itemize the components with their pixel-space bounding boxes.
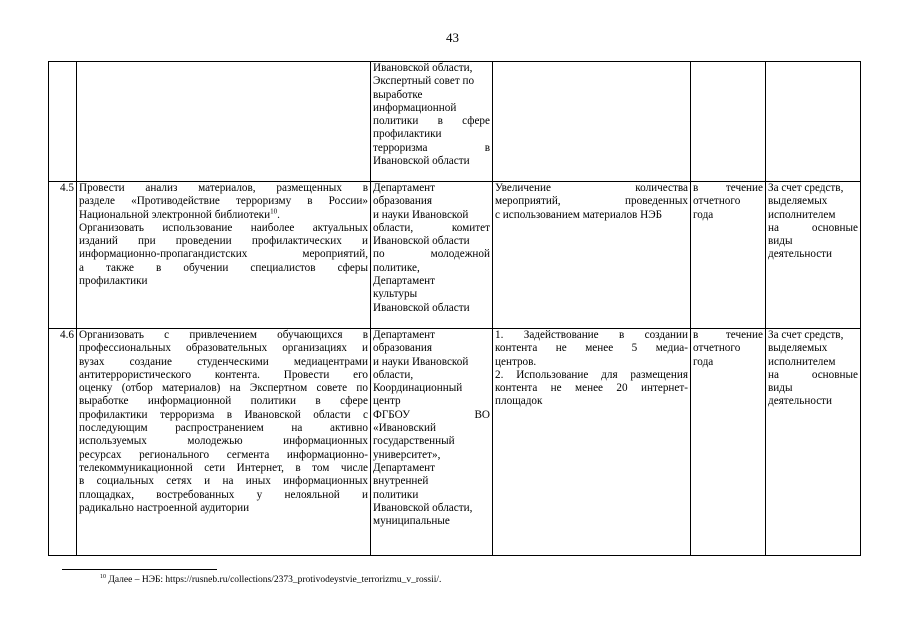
text-line-content: 2. Использование для размещения (495, 368, 688, 381)
text-line-content: вузах создание студенческими медиацентрами (79, 355, 368, 368)
text-line-content: области, (373, 368, 414, 381)
text-line (79, 248, 368, 261)
text-line (373, 75, 490, 88)
text-line (693, 182, 763, 195)
text-line-content: радикально настроенной аудитории (79, 501, 250, 514)
text-line-content: За счет средств, (768, 329, 844, 341)
text-line-content: в течение (693, 329, 763, 341)
task-cell (77, 62, 371, 182)
footnote-ref: 10 (270, 206, 278, 215)
text-line (373, 449, 490, 462)
text-line (495, 382, 688, 395)
text-line (373, 356, 490, 369)
text-line-content: Ивановской области (373, 155, 470, 168)
text-line (373, 382, 490, 395)
text-line-content: отчетного (693, 342, 741, 355)
executor-cell (371, 62, 493, 182)
footnote-divider (62, 569, 217, 570)
table-row (49, 182, 861, 329)
text-line (373, 142, 490, 155)
text-line (768, 342, 858, 355)
text-line (373, 62, 490, 75)
text-line (373, 128, 490, 141)
text-line-content: в социальных сетях и на иных информационных (79, 475, 368, 488)
text-line-content: телекоммуникационной сети Интернет, в том числе (79, 461, 368, 474)
text-line-content: контента не менее 5 медиа- (495, 342, 688, 355)
text-line-content: Ивановской области, (373, 501, 473, 514)
text-line-content: Департамент (373, 182, 436, 194)
text-line (768, 356, 858, 369)
text-line-content: Департамент (373, 275, 436, 288)
text-line (693, 195, 763, 208)
text-line-content: исполнителем (768, 355, 836, 368)
task-cell (77, 329, 371, 556)
text-line-content: информационной (373, 101, 457, 114)
text-line (768, 382, 858, 395)
text-line (373, 369, 490, 382)
text-line (79, 409, 368, 422)
text-line-content: Национальной электронной библиотеки (79, 208, 271, 221)
table-row (49, 62, 861, 182)
text-line-content: выделяемых (768, 195, 828, 208)
text-line (495, 356, 688, 369)
text-line-suffix: . (277, 208, 280, 221)
text-line-content: виды (768, 382, 793, 395)
text-line-content: Ивановской области (373, 301, 470, 314)
text-line-content: профилактики (79, 275, 148, 288)
row-number: 4.5 (49, 182, 77, 329)
text-line (693, 342, 763, 355)
text-line (373, 475, 490, 488)
text-line (79, 475, 368, 488)
text-line (495, 195, 688, 208)
text-line-content: Провести анализ материалов, размещенных в (79, 182, 368, 194)
text-line-content: оценку (отбор материалов) на Экспертном совете по (79, 382, 368, 395)
text-line (79, 222, 368, 235)
text-line (79, 262, 368, 275)
text-line-content: площадках, востребованных у нелояльной и (79, 488, 368, 501)
page-number: 43 (446, 30, 459, 45)
text-line-content: последующим распространением на активно (79, 422, 368, 435)
text-line-content: отчетного (693, 195, 741, 208)
text-line-content: Координационный (373, 382, 463, 395)
text-line (373, 102, 490, 115)
text-line-content: политики (373, 488, 419, 501)
text-line (373, 515, 490, 528)
text-line (79, 435, 368, 448)
text-line (373, 235, 490, 248)
term-cell (691, 182, 766, 329)
text-line-content: деятельности (768, 248, 833, 261)
text-line-content: внутренней (373, 475, 429, 488)
funding-cell (766, 329, 861, 556)
text-line (373, 435, 490, 448)
text-line (79, 369, 368, 382)
executor-cell (371, 182, 493, 329)
footnote-text: Далее – НЭБ: https://rusneb.ru/collections/2373_protivodeystvie_terrorizmu_v_rossii/. (106, 575, 442, 585)
text-line (693, 329, 763, 342)
text-line (373, 209, 490, 222)
text-line (79, 502, 368, 515)
footnote (100, 575, 441, 585)
text-line (768, 195, 858, 208)
text-line-content: центров. (495, 355, 537, 368)
text-line (373, 462, 490, 475)
text-line (79, 489, 368, 502)
text-line-content: муниципальные (373, 515, 450, 528)
text-line (495, 329, 688, 342)
text-line-content: Увеличение количества (495, 182, 688, 194)
result-cell (493, 329, 691, 556)
text-line (373, 155, 490, 168)
text-line (495, 395, 688, 408)
text-line (373, 262, 490, 275)
text-line-content: в течение (693, 182, 763, 194)
text-line (79, 356, 368, 369)
text-line-content: «Ивановский (373, 422, 436, 435)
text-line (79, 462, 368, 475)
row-number (49, 62, 77, 182)
text-line-content: изданий при проведении профилактических и (79, 235, 368, 248)
text-line-content: государственный (373, 435, 455, 448)
text-line (495, 209, 688, 222)
text-line (79, 206, 368, 222)
task-cell (77, 182, 371, 329)
result-cell (493, 182, 691, 329)
text-line-content: образования (373, 342, 433, 355)
term-cell (691, 62, 766, 182)
text-line (693, 356, 763, 369)
text-line-content: информационно-пропагандистских мероприятий, (79, 248, 368, 261)
text-line-content: 1. Задействование в создании (495, 329, 688, 341)
text-line-content: разделе «Противодействие терроризму в России» (79, 195, 368, 208)
text-line-content: Экспертный совет по (373, 75, 475, 88)
text-line (768, 235, 858, 248)
text-line-content: мероприятий, проведенных (495, 195, 688, 208)
text-line-content: Ивановской области, (373, 62, 473, 74)
text-line (495, 369, 688, 382)
text-line (373, 275, 490, 288)
text-line (373, 302, 490, 315)
text-line (79, 449, 368, 462)
text-line (373, 395, 490, 408)
text-line (768, 369, 858, 382)
text-line (768, 209, 858, 222)
text-line (768, 395, 858, 408)
text-line-content: по молодежной (373, 248, 490, 261)
text-line (79, 235, 368, 248)
text-line (373, 489, 490, 502)
text-line (373, 422, 490, 435)
text-line (79, 182, 368, 195)
text-line (373, 502, 490, 515)
text-line-content: контента не менее 20 интернет- (495, 382, 688, 395)
text-line (768, 329, 858, 342)
row-number: 4.6 (49, 329, 77, 556)
text-line-content: на основные (768, 368, 858, 381)
text-line (373, 195, 490, 208)
text-line (373, 342, 490, 355)
text-line-content: ресурсах регионального сегмента информационно- (79, 448, 368, 461)
text-line-content: Организовать с привлечением обучающихся в (79, 329, 368, 341)
text-line-content: антитеррористического контента. Провести его (79, 368, 368, 381)
text-line-content: области, комитет (373, 221, 490, 234)
text-line (79, 342, 368, 355)
text-line-content: За счет средств, (768, 182, 844, 194)
text-line-content: года (693, 208, 714, 221)
text-line (373, 182, 490, 195)
table-row (49, 329, 861, 556)
text-line-content: а также в обучении специалистов сферы (79, 261, 368, 274)
text-line (495, 182, 688, 195)
text-line-content: образования (373, 195, 433, 208)
text-line (79, 329, 368, 342)
text-line-content: ФГБОУ ВО (373, 408, 490, 421)
text-line-content: выделяемых (768, 342, 828, 355)
text-line-content: университет», (373, 448, 441, 461)
funding-cell (766, 62, 861, 182)
text-line-content: деятельности (768, 395, 833, 408)
text-line-content: года (693, 355, 714, 368)
text-line (768, 222, 858, 235)
text-line (768, 182, 858, 195)
text-line (373, 329, 490, 342)
text-line-content: выработке информационной политики в сфере (79, 395, 368, 408)
text-line-content: Ивановской области (373, 235, 470, 248)
text-line (373, 222, 490, 235)
result-cell (493, 62, 691, 182)
text-line (693, 209, 763, 222)
text-line-content: центр (373, 395, 401, 408)
text-line-content: и науки Ивановской (373, 355, 469, 368)
text-line-content: Организовать использование наиболее актуальных (79, 221, 368, 234)
text-line (79, 275, 368, 288)
text-line-content: профилактики терроризма в Ивановской области с (79, 408, 368, 421)
text-line (373, 115, 490, 128)
text-line (373, 409, 490, 422)
text-line-content: на основные (768, 221, 858, 234)
text-line-content: профилактики (373, 128, 442, 141)
measures-table (48, 61, 861, 556)
text-line-content: с использованием материалов НЭБ (495, 208, 663, 221)
text-line-content: культуры (373, 288, 418, 301)
text-line (79, 422, 368, 435)
funding-cell (766, 182, 861, 329)
text-line-content: выработке (373, 88, 423, 101)
text-line (768, 248, 858, 261)
text-line (79, 195, 368, 208)
text-line (495, 342, 688, 355)
text-line-content: терроризма в (373, 141, 490, 154)
text-line (373, 288, 490, 301)
text-line-content: исполнителем (768, 208, 836, 221)
text-line-content: политики в сфере (373, 115, 490, 128)
executor-cell (371, 329, 493, 556)
text-line (373, 89, 490, 102)
text-line (373, 248, 490, 261)
text-line-content: Департамент (373, 329, 436, 341)
text-line-content: используемых молодежью информационных (79, 435, 368, 448)
footnote-marker: 10 (100, 573, 106, 580)
text-line-content: и науки Ивановской (373, 208, 469, 221)
text-line-content: профессиональных образовательных организациях и (79, 342, 368, 355)
text-line-content: виды (768, 235, 793, 248)
text-line-content: площадок (495, 395, 543, 408)
text-line-content: политике, (373, 261, 420, 274)
text-line (79, 382, 368, 395)
text-line-content: Департамент (373, 461, 436, 474)
term-cell (691, 329, 766, 556)
text-line (79, 395, 368, 408)
